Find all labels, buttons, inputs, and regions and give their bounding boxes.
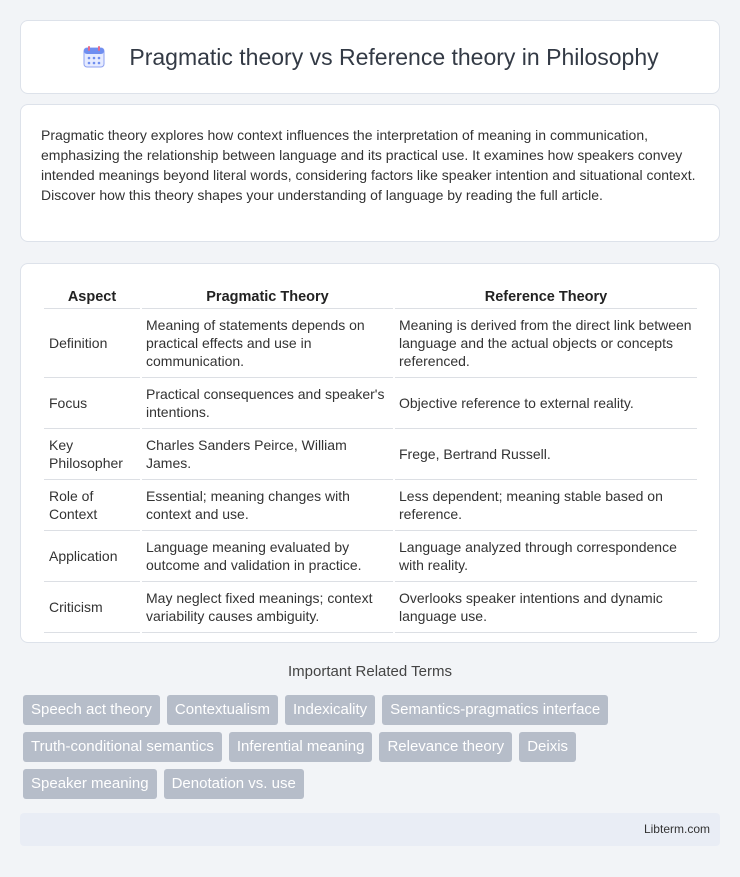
aspect-cell: Role of Context [44,480,140,531]
related-terms-title: Important Related Terms [288,663,452,680]
aspect-cell: Focus [44,378,140,429]
related-term-tag[interactable]: Relevance theory [379,732,512,762]
column-header-reference: Reference Theory [395,284,697,309]
related-term-tag[interactable]: Deixis [519,732,576,762]
aspect-cell: Criticism [44,582,140,633]
pragmatic-cell: Essential; meaning changes with context and use. [142,480,393,531]
related-term-tag[interactable]: Indexicality [285,695,375,725]
reference-cell: Frege, Bertrand Russell. [395,429,697,480]
table-row [44,309,697,378]
pragmatic-cell: Practical consequences and speaker's intentions. [142,378,393,429]
intro-card [20,104,720,242]
table-header-row [44,284,697,309]
column-header-pragmatic: Pragmatic Theory [142,284,393,309]
related-term-tag[interactable]: Speech act theory [23,695,160,725]
footer [20,813,720,846]
table-row [44,480,697,531]
pragmatic-cell: Meaning of statements depends on practical effects and use in communication. [142,309,393,378]
reference-cell: Language analyzed through correspondence with reality. [395,531,697,582]
table-row [44,429,697,480]
comparison-card [20,263,720,643]
reference-cell: Overlooks speaker intentions and dynamic language use. [395,582,697,633]
title-card [20,20,720,94]
related-term-tag[interactable]: Semantics-pragmatics interface [382,695,608,725]
reference-cell: Meaning is derived from the direct link between language and the actual objects or concepts referenced. [395,309,697,378]
table-row [44,582,697,633]
related-term-tag[interactable]: Speaker meaning [23,769,157,799]
aspect-cell: Application [44,531,140,582]
related-term-tag[interactable]: Inferential meaning [229,732,373,762]
related-term-tag[interactable]: Contextualism [167,695,278,725]
footer-site-link[interactable]: Libterm.com [643,822,710,836]
table-row [44,378,697,429]
related-term-tag[interactable]: Truth-conditional semantics [23,732,222,762]
pragmatic-cell: Charles Sanders Peirce, William James. [142,429,393,480]
column-header-aspect: Aspect [44,284,140,309]
related-terms-list [23,695,723,806]
calendar-icon [81,44,107,70]
reference-cell: Less dependent; meaning stable based on reference. [395,480,697,531]
pragmatic-cell: Language meaning evaluated by outcome and validation in practice. [142,531,393,582]
intro-paragraph: Pragmatic theory explores how context influences the interpretation of meaning in communication, emphasizing the relationship between language and its practical use. It examines how speakers convey intended meanings beyond literal words, considering factors like speaker intention and situational context. Discover how this theory shapes your understanding of language by reading the full article. [41,127,696,203]
comparison-table [42,284,699,633]
aspect-cell: Definition [44,309,140,378]
page-title: Pragmatic theory vs Reference theory in Philosophy [129,43,659,70]
aspect-cell: Key Philosopher [44,429,140,480]
pragmatic-cell: May neglect fixed meanings; context variability causes ambiguity. [142,582,393,633]
related-term-tag[interactable]: Denotation vs. use [164,769,304,799]
table-row [44,531,697,582]
reference-cell: Objective reference to external reality. [395,378,697,429]
